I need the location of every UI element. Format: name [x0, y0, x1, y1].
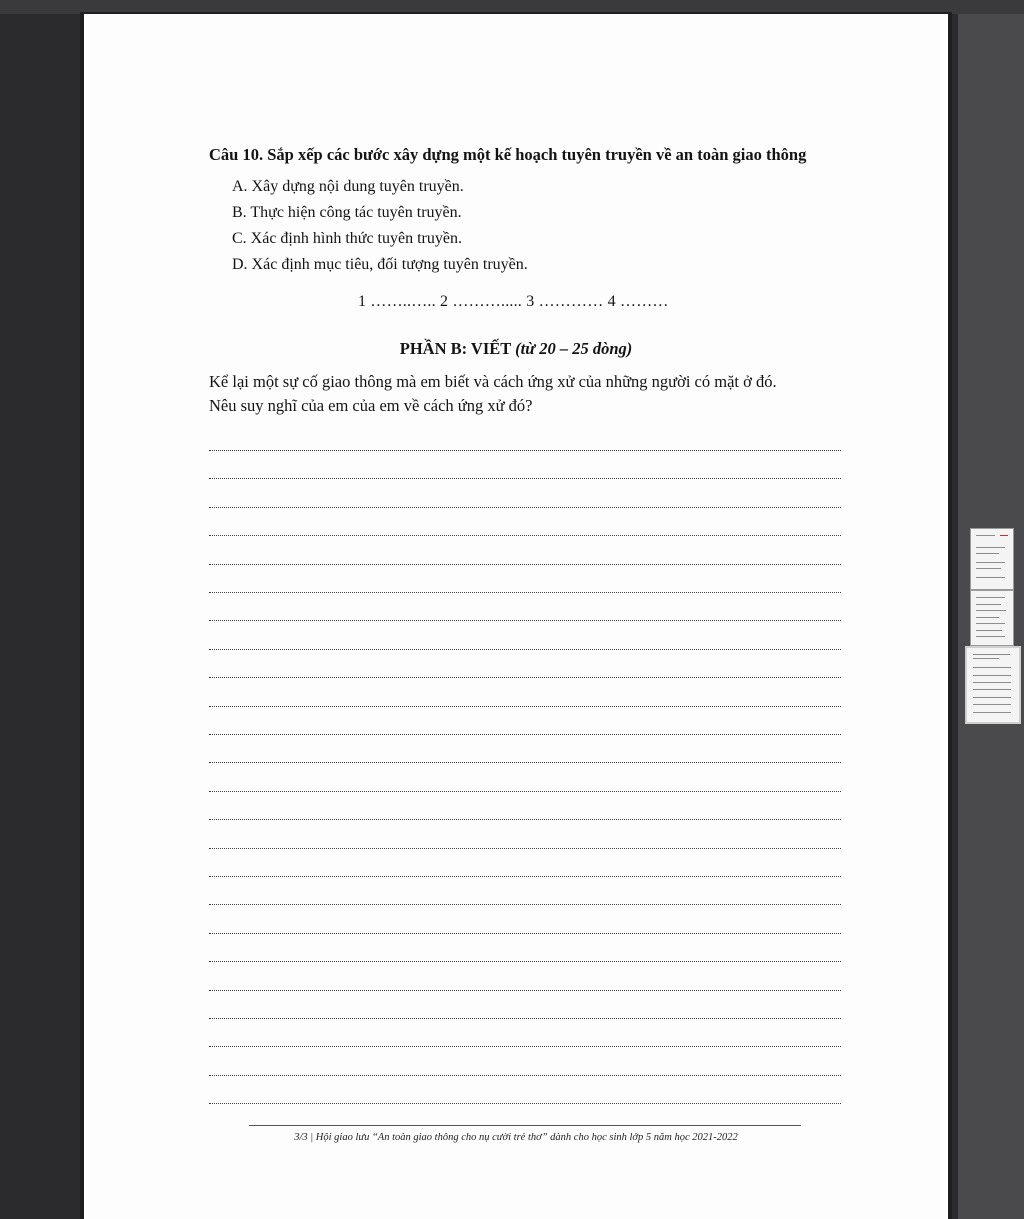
section-b-heading: [84, 339, 948, 359]
answer-line: [209, 1046, 841, 1047]
writing-prompt-line-1: Kể lại một sự cố giao thông mà em biết và cách ứng xử của những người có mặt ở đó.: [209, 372, 777, 391]
thumb-line: [976, 623, 1005, 624]
answer-line: [209, 706, 841, 707]
writing-prompt-line-2: Nêu suy nghĩ của em của em về cách ứng xử đó?: [209, 396, 533, 415]
thumb-line: [976, 547, 1005, 548]
question-title: Câu 10. Sắp xếp các bước xây dựng một kế hoạch tuyên truyền về an toàn giao thông: [209, 145, 807, 164]
option-a: A. Xây dựng nội dung tuyên truyền.: [232, 178, 464, 195]
page-thumbnail-panel: [958, 14, 1024, 1219]
thumb-line: [973, 682, 1010, 683]
answer-line: [209, 933, 841, 934]
thumb-line: [976, 535, 995, 536]
answer-order-blanks: 1 ……..….. 2 ………..... 3 ………… 4 ………: [358, 293, 669, 310]
thumb-line: [976, 597, 1005, 598]
page-thumbnail-2[interactable]: [970, 590, 1014, 646]
page-footer: 3/3 | Hội giao lưu “An toàn giao thông cho nụ cười trẻ thơ” dành cho học sinh lớp 5 năm học 2021-2022: [294, 1132, 738, 1143]
option-c: C. Xác định hình thức tuyên truyền.: [232, 230, 462, 247]
answer-line: [209, 507, 841, 508]
answer-line: [209, 1018, 841, 1019]
option-b: B. Thực hiện công tác tuyên truyền.: [232, 204, 462, 221]
answer-line: [209, 904, 841, 905]
thumb-line: [1000, 535, 1008, 536]
thumb-line: [973, 697, 1010, 698]
page-thumbnail-1[interactable]: [970, 528, 1014, 590]
thumb-line: [976, 610, 1006, 611]
thumb-line: [976, 636, 1005, 637]
thumb-line: [976, 630, 1002, 631]
thumb-line: [976, 604, 1001, 605]
thumb-line: [976, 553, 999, 554]
thumb-line: [976, 577, 1005, 578]
thumb-line: [973, 654, 1009, 655]
answer-line: [209, 762, 841, 763]
answer-line: [209, 535, 841, 536]
answer-line: [209, 819, 841, 820]
option-d: D. Xác định mục tiêu, đối tượng tuyên truyền.: [232, 256, 528, 273]
answer-line: [209, 564, 841, 565]
thumb-line: [973, 658, 999, 659]
answer-line: [209, 1103, 841, 1104]
answer-line: [209, 734, 841, 735]
page-thumbnail-3[interactable]: [965, 646, 1021, 724]
answer-line: [209, 876, 841, 877]
answer-line: [209, 592, 841, 593]
section-b-note: (từ 20 – 25 dòng): [515, 339, 633, 358]
answer-line: [209, 677, 841, 678]
thumb-line: [973, 667, 1010, 668]
footer-rule: [249, 1125, 801, 1126]
answer-line: [209, 990, 841, 991]
thumb-line: [973, 704, 1010, 705]
answer-line: [209, 478, 841, 479]
thumb-line: [976, 562, 1005, 563]
thumb-line: [973, 689, 1010, 690]
answer-line: [209, 848, 841, 849]
answer-line: [209, 1075, 841, 1076]
thumb-line: [973, 712, 1010, 713]
answer-line: [209, 649, 841, 650]
thumb-line: [973, 675, 1010, 676]
thumb-line: [976, 568, 1001, 569]
answer-line: [209, 961, 841, 962]
section-b-title: PHẦN B: VIẾT: [399, 339, 511, 358]
document-page: [84, 14, 948, 1219]
answer-line: [209, 620, 841, 621]
answer-line: [209, 450, 841, 451]
answer-line: [209, 791, 841, 792]
thumb-line: [976, 617, 999, 618]
